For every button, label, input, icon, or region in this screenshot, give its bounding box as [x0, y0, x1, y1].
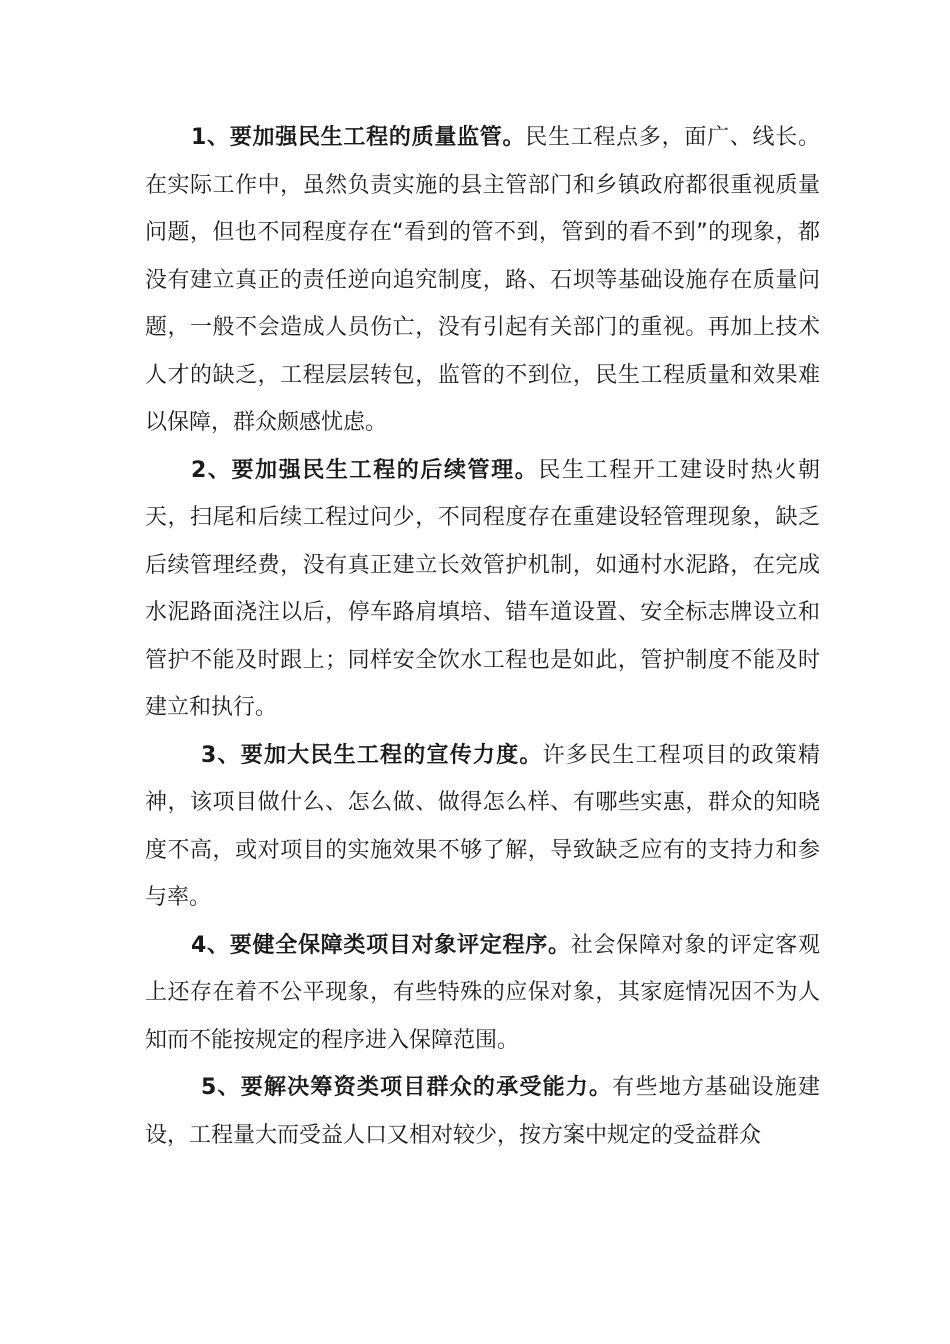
paragraph-heading: 5、要解决筹资类项目群众的承受能力。: [201, 1075, 613, 1100]
paragraph-body: 社会保障对象的评定客观上还存在着不公平现象，有些特殊的应保对象，其家庭情况因不为人知而不能按规定的程序进入保障范围。: [145, 932, 820, 1053]
paragraph-heading: 4、要健全保障类项目对象评定程序。: [191, 932, 571, 958]
paragraph-funding-capacity: [145, 1064, 820, 1159]
paragraph-body: 许多民生工程项目的政策精神，该项目做什么、怎么做、做得怎么样、有哪些实惠，群众的知晓度不高，或对项目的实施效果不够了解，导致缺乏应有的支持力和参与率。: [145, 742, 820, 910]
paragraph-body: 民生工程开工建设时热火朝天，扫尾和后续工程过问少，不同程度存在重建设轻管理现象，缺乏后续管理经费，没有真正建立长效管护机制，如通村水泥路，在完成水泥路面浇注以后，停车路肩填培、错车道设置、安全标志牌设立和管护不能及时跟上；同样安全饮水工程也是如此，管护制度不能及时建立和执行。: [145, 457, 820, 720]
document-page: [145, 114, 820, 1159]
paragraph-follow-up-management: [145, 447, 820, 732]
paragraph-eligibility-assessment: [145, 922, 820, 1065]
paragraph-heading: 1、要加强民生工程的质量监管。: [191, 125, 526, 150]
paragraph-heading: 2、要加强民生工程的后续管理。: [191, 457, 539, 483]
paragraph-heading: 3、要加大民生工程的宣传力度。: [201, 742, 543, 768]
paragraph-body: 有些地方基础设施建设，工程量大而受益人口又相对较少，按方案中规定的受益群众: [145, 1075, 820, 1148]
paragraph-publicity: [145, 732, 820, 922]
paragraph-body: 民生工程点多，面广、线长。在实际工作中，虽然负责实施的县主管部门和乡镇政府都很重视质量问题，但也不同程度存在“看到的管不到，管到的看不到”的现象，都没有建立真正的责任逆向追究制度，路、石坝等基础设施存在质量问题，一般不会造成人员伤亡，没有引起有关部门的重视。再加上技术人才的缺乏，工程层层转包，监管的不到位，民生工程质量和效果难以保障，群众颇感忧虑。: [145, 125, 820, 435]
paragraph-quality-supervision: [145, 114, 820, 447]
